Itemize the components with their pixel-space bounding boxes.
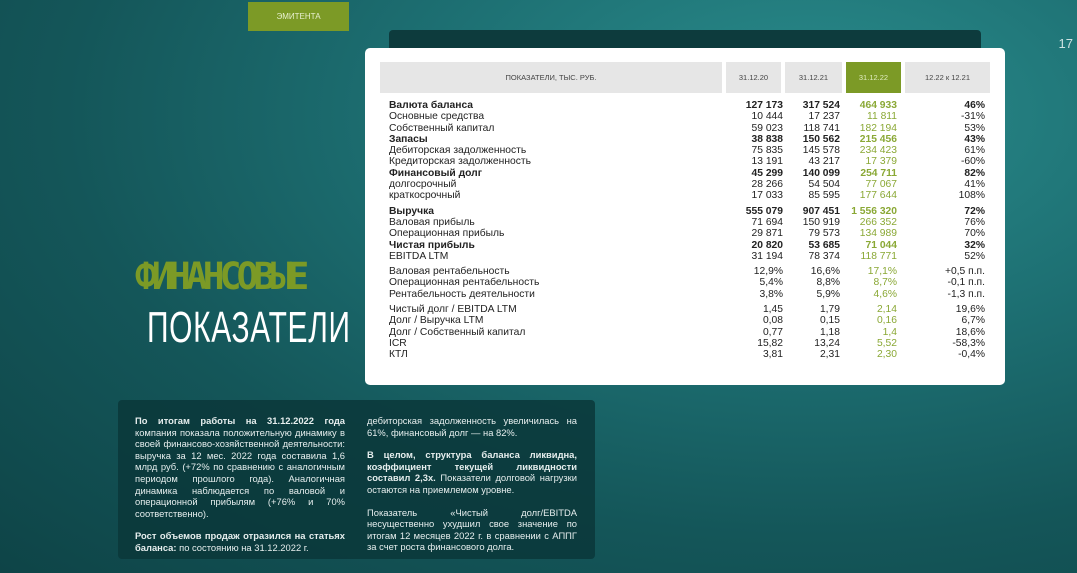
table-row	[389, 304, 985, 315]
table-row	[389, 179, 985, 190]
value-2021: 78 374	[808, 250, 840, 262]
value-2022: 182 194	[859, 122, 897, 134]
value-change: -31%	[960, 111, 985, 123]
table-row	[389, 277, 985, 288]
summary-col-right	[367, 415, 577, 564]
value-change: 46%	[964, 100, 985, 111]
value-2022: 4,6%	[873, 288, 897, 300]
value-2021: 79 573	[808, 228, 840, 240]
row-label: Чистая прибыль	[389, 239, 475, 251]
table-row	[389, 266, 985, 277]
value-2020: 3,8%	[759, 288, 783, 300]
value-2020: 38 838	[751, 133, 783, 145]
row-label: Чистый долг / EBITDA LTM	[389, 304, 517, 316]
row-label: Рентабельность деятельности	[389, 288, 535, 300]
value-2021: 145 578	[802, 145, 840, 157]
table-row	[389, 134, 985, 145]
row-label: Кредиторская задолженность	[389, 156, 531, 168]
p3: дебиторская задолженность увеличилась на 61%, финансовый долг — на 82%.	[367, 415, 577, 438]
table-row	[389, 168, 985, 179]
row-label: Финансовый долг	[389, 167, 483, 179]
table-row	[389, 217, 985, 228]
value-2021: 150 562	[802, 133, 840, 145]
value-2022: 17 379	[865, 156, 897, 168]
row-label: Долг / Собственный капитал	[389, 326, 526, 338]
table-row	[389, 327, 985, 338]
value-2021: 317 524	[802, 100, 840, 111]
value-2022: 71 044	[865, 239, 897, 251]
value-2022: 118 771	[860, 250, 897, 262]
table-row	[389, 228, 985, 239]
value-2020: 127 173	[745, 100, 783, 111]
table-row	[389, 289, 985, 300]
value-2022: 0,16	[876, 315, 897, 327]
header-2021: 31.12.21	[785, 62, 842, 93]
value-2022: 1 556 320	[851, 205, 897, 217]
value-2022: 2,30	[876, 349, 897, 361]
row-label: Валовая рентабельность	[389, 266, 510, 278]
row-group	[389, 206, 985, 262]
row-label: Валюта баланса	[389, 100, 474, 111]
value-change: -0,4%	[958, 349, 985, 361]
value-2021: 907 451	[802, 205, 840, 217]
table-row	[389, 240, 985, 251]
value-2020: 17 033	[751, 190, 783, 202]
table-row	[389, 206, 985, 217]
value-2022: 17,1%	[867, 266, 897, 278]
header-2022: 31.12.22	[846, 62, 901, 93]
value-2020: 5,4%	[759, 277, 783, 289]
title-line-2: ПОКАЗАТЕЛИ	[147, 303, 351, 352]
value-2021: 0,15	[819, 315, 840, 327]
financial-table-card	[365, 48, 1005, 385]
row-label: Валовая прибыль	[389, 216, 475, 228]
value-2020: 28 266	[751, 179, 783, 191]
value-2022: 2,14	[876, 304, 897, 316]
row-label: краткосрочный	[389, 190, 461, 202]
value-2022: 215 456	[859, 133, 897, 145]
header-2020: 31.12.20	[726, 62, 781, 93]
value-change: 82%	[964, 167, 985, 179]
p2: по состоянию на 31.12.2022 г.	[176, 541, 309, 553]
value-change: 70%	[964, 228, 985, 240]
row-label: Собственный капитал	[389, 122, 495, 134]
value-2022: 266 352	[859, 216, 897, 228]
row-label: Операционная прибыль	[389, 228, 505, 240]
value-change: -1,3 п.п.	[947, 288, 985, 300]
page-number: 17	[1058, 36, 1073, 51]
value-2020: 75 835	[751, 145, 783, 157]
value-2022: 77 067	[865, 179, 897, 191]
table-row	[389, 349, 985, 360]
value-2020: 20 820	[751, 239, 783, 251]
value-2020: 59 023	[751, 122, 783, 134]
p2-bold: Рост объемов продаж отразился на статьях баланса:	[135, 530, 345, 553]
row-label: ICR	[389, 337, 407, 349]
value-change: 6,7%	[961, 315, 985, 327]
value-change: 32%	[964, 239, 985, 251]
value-change: -0,1 п.п.	[947, 277, 985, 289]
value-2021: 5,9%	[816, 288, 840, 300]
row-label: Дебиторская задолженность	[389, 145, 527, 157]
value-2020: 29 871	[751, 228, 783, 240]
value-change: +0,5 п.п.	[944, 266, 985, 278]
row-label: Долг / Выручка LTM	[389, 315, 484, 327]
value-2022: 5,52	[876, 337, 897, 349]
value-2020: 1,45	[762, 304, 783, 316]
value-2021: 13,24	[814, 337, 840, 349]
value-2021: 54 504	[808, 179, 840, 191]
value-change: -60%	[960, 156, 985, 168]
value-2020: 0,77	[762, 326, 783, 338]
value-2022: 1,4	[882, 326, 897, 338]
value-2022: 177 644	[859, 190, 897, 202]
value-2021: 2,31	[819, 349, 840, 361]
row-label: долгосрочный	[389, 179, 457, 191]
header-indicators: ПОКАЗАТЕЛИ, ТЫС. РУБ.	[380, 62, 722, 93]
value-change: 76%	[964, 216, 985, 228]
p4: Показатели долговой нагрузки остаются на приемлемом уровне.	[367, 472, 578, 495]
p4-bold: В целом, структура баланса ликвидна, коэффициент текущей ликвидности составил 2,3х.	[367, 449, 577, 484]
row-label: Основные средства	[389, 111, 485, 123]
table-row	[389, 111, 985, 122]
value-2022: 11 811	[867, 111, 897, 123]
table-row	[389, 338, 985, 349]
title-line-1: ФИНАНСОВЫЕ	[135, 255, 305, 298]
p1-bold: По итогам работы на 31.12.2022 года	[135, 415, 345, 426]
value-2020: 31 194	[751, 250, 783, 262]
row-group	[389, 266, 985, 300]
value-2021: 118 741	[803, 122, 840, 134]
table-body	[389, 100, 985, 365]
value-change: 19,6%	[955, 304, 985, 316]
value-change: -58,3%	[952, 337, 985, 349]
table-row	[389, 123, 985, 134]
value-change: 72%	[964, 205, 985, 217]
value-2021: 16,6%	[810, 266, 840, 278]
value-2020: 10 444	[751, 111, 783, 123]
table-row	[389, 190, 985, 201]
table-row	[389, 145, 985, 156]
value-2021: 140 099	[802, 167, 840, 179]
value-2022: 254 711	[860, 167, 897, 179]
table-row	[389, 315, 985, 326]
value-change: 43%	[964, 133, 985, 145]
section-tab[interactable]: ЭМИТЕНТА	[248, 2, 349, 31]
row-label: Запасы	[389, 133, 428, 145]
header-change: 12.22 к 12.21	[905, 62, 990, 93]
value-change: 53%	[964, 122, 985, 134]
value-2020: 3,81	[762, 349, 783, 361]
value-2020: 12,9%	[753, 266, 783, 278]
value-change: 41%	[964, 179, 985, 191]
value-2022: 134 989	[859, 228, 897, 240]
table-row	[389, 156, 985, 167]
row-label: Выручка	[389, 205, 434, 217]
table-row	[389, 100, 985, 111]
value-change: 108%	[958, 190, 985, 202]
row-group	[389, 100, 985, 202]
value-2020: 13 191	[751, 156, 783, 168]
value-2020: 71 694	[751, 216, 783, 228]
value-change: 52%	[964, 250, 985, 262]
summary-col-left	[135, 415, 345, 565]
value-2020: 15,82	[757, 337, 783, 349]
value-2021: 150 919	[802, 216, 840, 228]
p5: Показатель «Чистый долг/EBITDA несущественно ухудшил свое значение по итогам 12 месяцев 2022 г. в сравнении с АППГ за счет роста финансового долга.	[367, 506, 577, 553]
row-label: Операционная рентабельность	[389, 277, 540, 289]
value-2021: 53 685	[808, 239, 840, 251]
summary-text-box	[118, 400, 595, 559]
row-group	[389, 304, 985, 360]
value-2020: 0,08	[762, 315, 783, 327]
value-2022: 464 933	[859, 100, 897, 111]
value-change: 61%	[964, 145, 985, 157]
value-2022: 234 423	[859, 145, 897, 157]
p1: компания показала положительную динамику в своей финансово-хозяйственной деятельности: выручка за 12 мес. 2022 года составила 1,6 млрд руб. (+72% по сравнению с аналогичным периодом прошлого года). Аналогичная динамика наблюдается по валовой и операционной прибылям (+76% и 70% соответственно).	[135, 426, 345, 519]
value-2021: 85 595	[808, 190, 840, 202]
table-row	[389, 251, 985, 262]
value-2021: 1,18	[819, 326, 840, 338]
value-2022: 8,7%	[873, 277, 897, 289]
row-label: КТЛ	[389, 349, 408, 361]
row-label: EBITDA LTM	[389, 250, 449, 262]
value-2020: 45 299	[751, 167, 783, 179]
value-2020: 555 079	[745, 205, 783, 217]
value-change: 18,6%	[955, 326, 985, 338]
value-2021: 1,79	[819, 304, 840, 316]
value-2021: 43 217	[808, 156, 840, 168]
value-2021: 8,8%	[816, 277, 840, 289]
value-2021: 17 237	[808, 111, 840, 123]
